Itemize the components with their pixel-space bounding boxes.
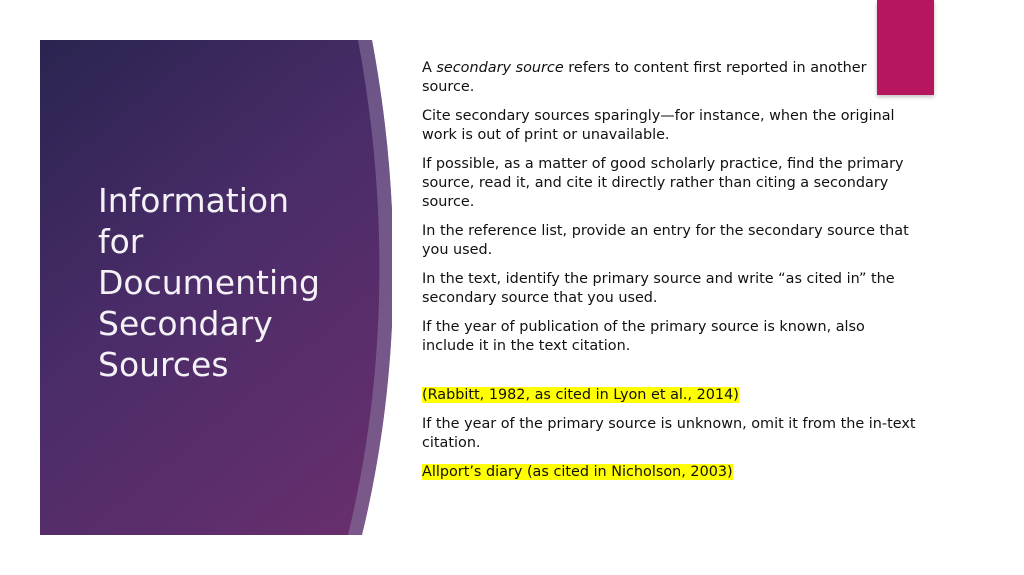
paragraph-year-known: If the year of publication of the primary source is known, also include it in the text citation. [422,319,865,354]
highlighted-example-2: Allport’s diary (as cited in Nicholson, 2003) [422,464,733,480]
paragraph-definition [422,59,918,97]
slide-title: Information for Documenting Secondary Sources [98,181,320,384]
definition-emphasis: secondary source [436,60,564,76]
paragraph-find-primary: If possible, as a matter of good scholarly practice, find the primary source, read it, and cite it directly rather than citing a secondary source. [422,156,904,210]
definition-suffix: refers to content first reported in another source. [422,60,867,95]
paragraph-in-text: In the text, identify the primary source and write “as cited in” the secondary source that you used. [422,271,895,306]
definition-prefix: A [422,60,437,76]
slide-body [422,59,918,492]
paragraph-year-unknown: If the year of the primary source is unknown, omit it from the in-text citation. [422,416,916,451]
paragraph-reference-list: In the reference list, provide an entry for the secondary source that you used. [422,223,909,258]
example-citation-1 [422,386,918,405]
example-citation-2 [422,463,918,482]
title-panel [40,40,392,535]
highlighted-example-1: (Rabbitt, 1982, as cited in Lyon et al., 2014) [422,387,739,403]
paragraph-cite-sparingly: Cite secondary sources sparingly—for instance, when the original work is out of print or unavailable. [422,108,895,143]
